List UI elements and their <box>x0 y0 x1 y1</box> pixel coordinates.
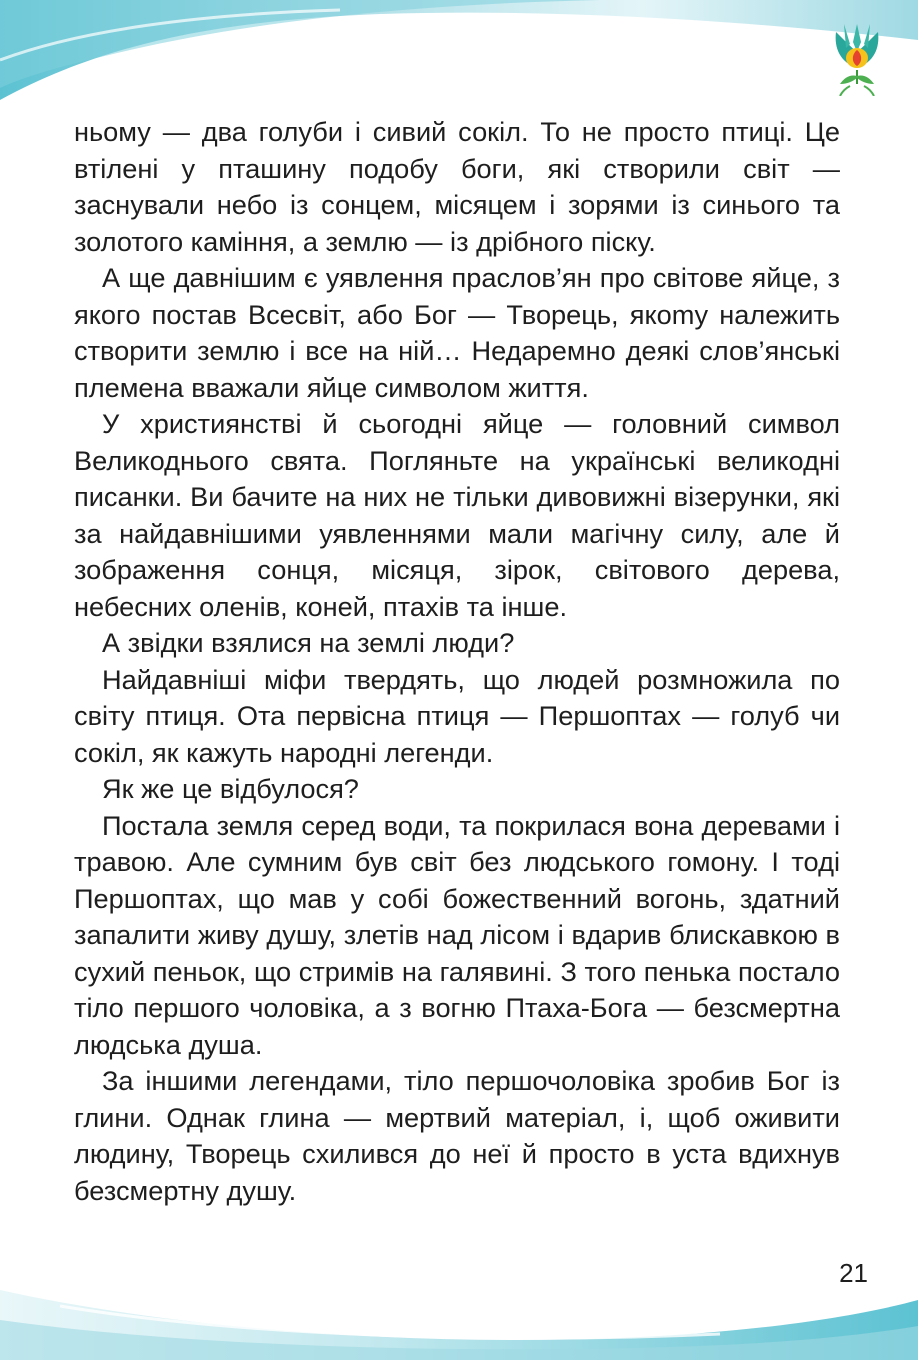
page-text <box>74 114 840 1209</box>
paragraph: А ще давнішим є уявлення праслов’ян про світове яйце, з якого постав Всесвіт, або Бог — Творець, якоmу належить створити землю і все на ній… Недаремно деякі слов’янські племена вважали яйце символом життя. <box>74 262 840 403</box>
paragraph: ньому — два голуби і сивий сокіл. То не просто птиці. Це втілені у пташину подобу боги, які створили світ — заснували небо із сонцем, місяцем і зорями із синього та золотого каміння, а землю — із дрібного піску. <box>74 116 840 257</box>
paragraph: Як же це відбулося? <box>102 773 359 804</box>
flower-ornament-icon <box>830 18 884 96</box>
top-wave-decoration-icon <box>0 0 918 130</box>
paragraph: За іншими легендами, тіло першочоловіка зробив Бог із глини. Однак глина — мертвий матеріал, і, щоб оживити людину, Творець схилився до неї й просто в уста вдихнув безсмертну душу. <box>74 1065 840 1206</box>
paragraph: Найдавніші міфи твердять, що людей розмножила по світу птиця. Ота первісна птиця — Першоптах — голуб чи сокіл, як кажуть народні легенди. <box>74 663 840 768</box>
paragraph: А звідки взялися на землі люди? <box>102 627 515 658</box>
page-number: 21 <box>839 1258 868 1288</box>
paragraph: У християнстві й сьогодні яйце — головний символ Великоднього свята. Погляньте на українські великодні писанки. Ви бачите на них не тільки дивовижні візерунки, які за найдавнішими уявленнями мали магічну силу, але й зображення сонця, місяця, зірок, світового дерева, небесних оленів, коней, птахів та інше. <box>74 408 840 622</box>
paragraph: Постала земля серед води, та покрилася вона деревами і травою. Але сумним був світ без людського гомону. І тоді Першоптах, що мав у собі божественний вогонь, здатний запалити живу душу, злетів над лісом і вдарив блискавкою в сухий пеньок, що стримів на галявині. З того пенька постало тіло першого чоловіка, а з вогню Птаха-Бога — безсмертна людська душа. <box>74 809 840 1060</box>
bottom-wave-decoration-icon <box>0 1250 918 1360</box>
